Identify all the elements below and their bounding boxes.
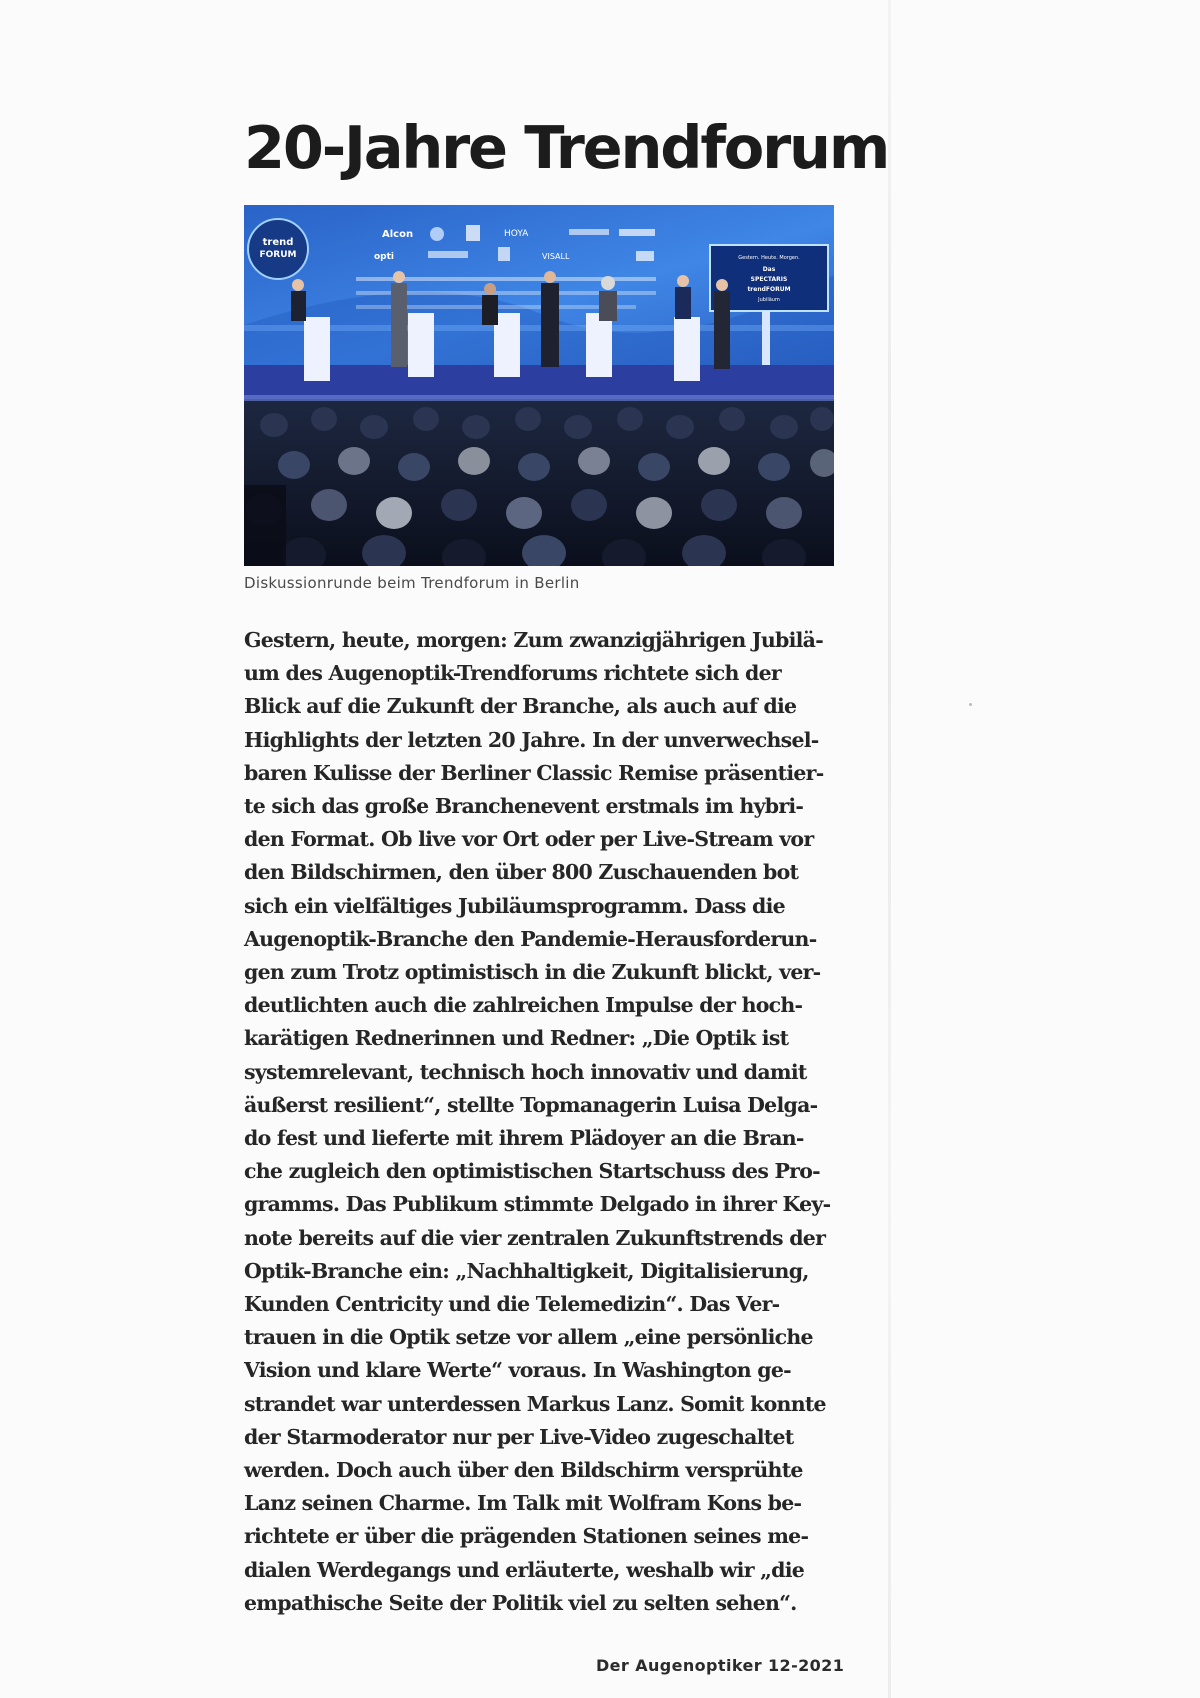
- scan-speck: [969, 703, 972, 706]
- logo-forum-text: FORUM: [259, 250, 297, 260]
- body-line: Augenoptik-Branche den Pandemie-Herausforderun-: [244, 926, 817, 951]
- body-line: trauen in die Optik setze vor allem „eine persönliche: [244, 1325, 813, 1350]
- body-line: werden. Doch auch über den Bildschirm versprühte: [244, 1458, 803, 1483]
- body-line: Gestern, heute, morgen: Zum zwanzigjährigen Jubilä-: [244, 628, 823, 652]
- article-headline: 20-Jahre Trendforum: [244, 113, 889, 182]
- body-line: gen zum Trotz optimistisch in die Zukunft blickt, ver-: [244, 960, 821, 985]
- screen-line-5: Jubiläum: [758, 297, 780, 303]
- body-line: den Format. Ob live vor Ort oder per Live-Stream vor: [244, 827, 814, 852]
- body-line: karätigen Rednerinnen und Redner: „Die Optik ist: [244, 1026, 789, 1051]
- sponsor-logo-alcon: Alcon: [382, 229, 414, 240]
- body-line: richtete er über die prägenden Stationen seines me-: [244, 1524, 809, 1549]
- screen-line-1: Gestern. Heute. Morgen.: [738, 255, 800, 261]
- logo-trend-text: trend: [262, 237, 294, 248]
- body-line: che zugleich den optimistischen Startschuss des Pro-: [244, 1159, 820, 1184]
- body-line: Optik-Branche ein: „Nachhaltigkeit, Digitalisierung,: [244, 1258, 809, 1283]
- body-line: den Bildschirmen, den über 800 Zuschauenden bot: [244, 860, 799, 885]
- body-line: dialen Werdegangs und erläuterte, weshalb wir „die: [244, 1557, 805, 1582]
- screen-line-3: SPECTARIS: [750, 276, 788, 283]
- scan-shadow-edge: [888, 0, 891, 1698]
- sponsor-logo-hoya: HOYA: [504, 229, 529, 239]
- screen-line-2: Das: [762, 266, 776, 273]
- body-line: äußerst resilient“, stellte Topmanagerin Luisa Delga-: [244, 1092, 818, 1117]
- body-line: gramms. Das Publikum stimmte Delgado in ihrer Key-: [244, 1192, 831, 1217]
- body-line: empathische Seite der Politik viel zu selten sehen“.: [244, 1590, 797, 1615]
- body-line: do fest und lieferte mit ihrem Plädoyer an die Bran-: [244, 1126, 804, 1151]
- body-line: sich ein vielfältiges Jubiläumsprogramm. Dass die: [244, 893, 785, 918]
- body-line: Blick auf die Zukunft der Branche, als auch auf die: [244, 694, 797, 719]
- body-line: um des Augenoptik-Trendforums richtete sich der: [244, 661, 781, 686]
- body-line: deutlichten auch die zahlreichen Impulse der hoch-: [244, 993, 803, 1018]
- body-line: te sich das große Branchenevent erstmals im hybri-: [244, 794, 804, 819]
- body-line: note bereits auf die vier zentralen Zukunftstrends der: [244, 1225, 826, 1250]
- screen-line-4: trendFORUM: [747, 286, 791, 293]
- body-line: Lanz seinen Charme. Im Talk mit Wolfram Kons be-: [244, 1491, 802, 1516]
- body-line: baren Kulisse der Berliner Classic Remise präsentier-: [244, 760, 824, 785]
- body-line: Highlights der letzten 20 Jahre. In der unverwechsel-: [244, 727, 819, 752]
- photo-caption: Diskussionrunde beim Trendforum in Berlin: [244, 574, 580, 592]
- body-line: strandet war unterdessen Markus Lanz. Somit konnte: [244, 1391, 826, 1416]
- body-line: systemrelevant, technisch hoch innovativ und damit: [244, 1059, 807, 1084]
- sponsor-logo-visall: VISALL: [542, 252, 570, 261]
- sponsor-logo-opti: opti: [374, 252, 395, 262]
- page-footer: [596, 1656, 844, 1676]
- publication-name: Der Augenoptiker: [596, 1656, 762, 1675]
- issue-number: 12-2021: [768, 1656, 845, 1675]
- body-line: der Starmoderator nur per Live-Video zugeschaltet: [244, 1424, 794, 1449]
- body-line: Kunden Centricity und die Telemedizin“. Das Ver-: [244, 1292, 780, 1317]
- body-line: Vision und klare Werte“ voraus. In Washington ge-: [244, 1358, 791, 1383]
- event-photo: [244, 205, 834, 566]
- article-body: [244, 624, 844, 1620]
- trendforum-logo: [248, 219, 308, 279]
